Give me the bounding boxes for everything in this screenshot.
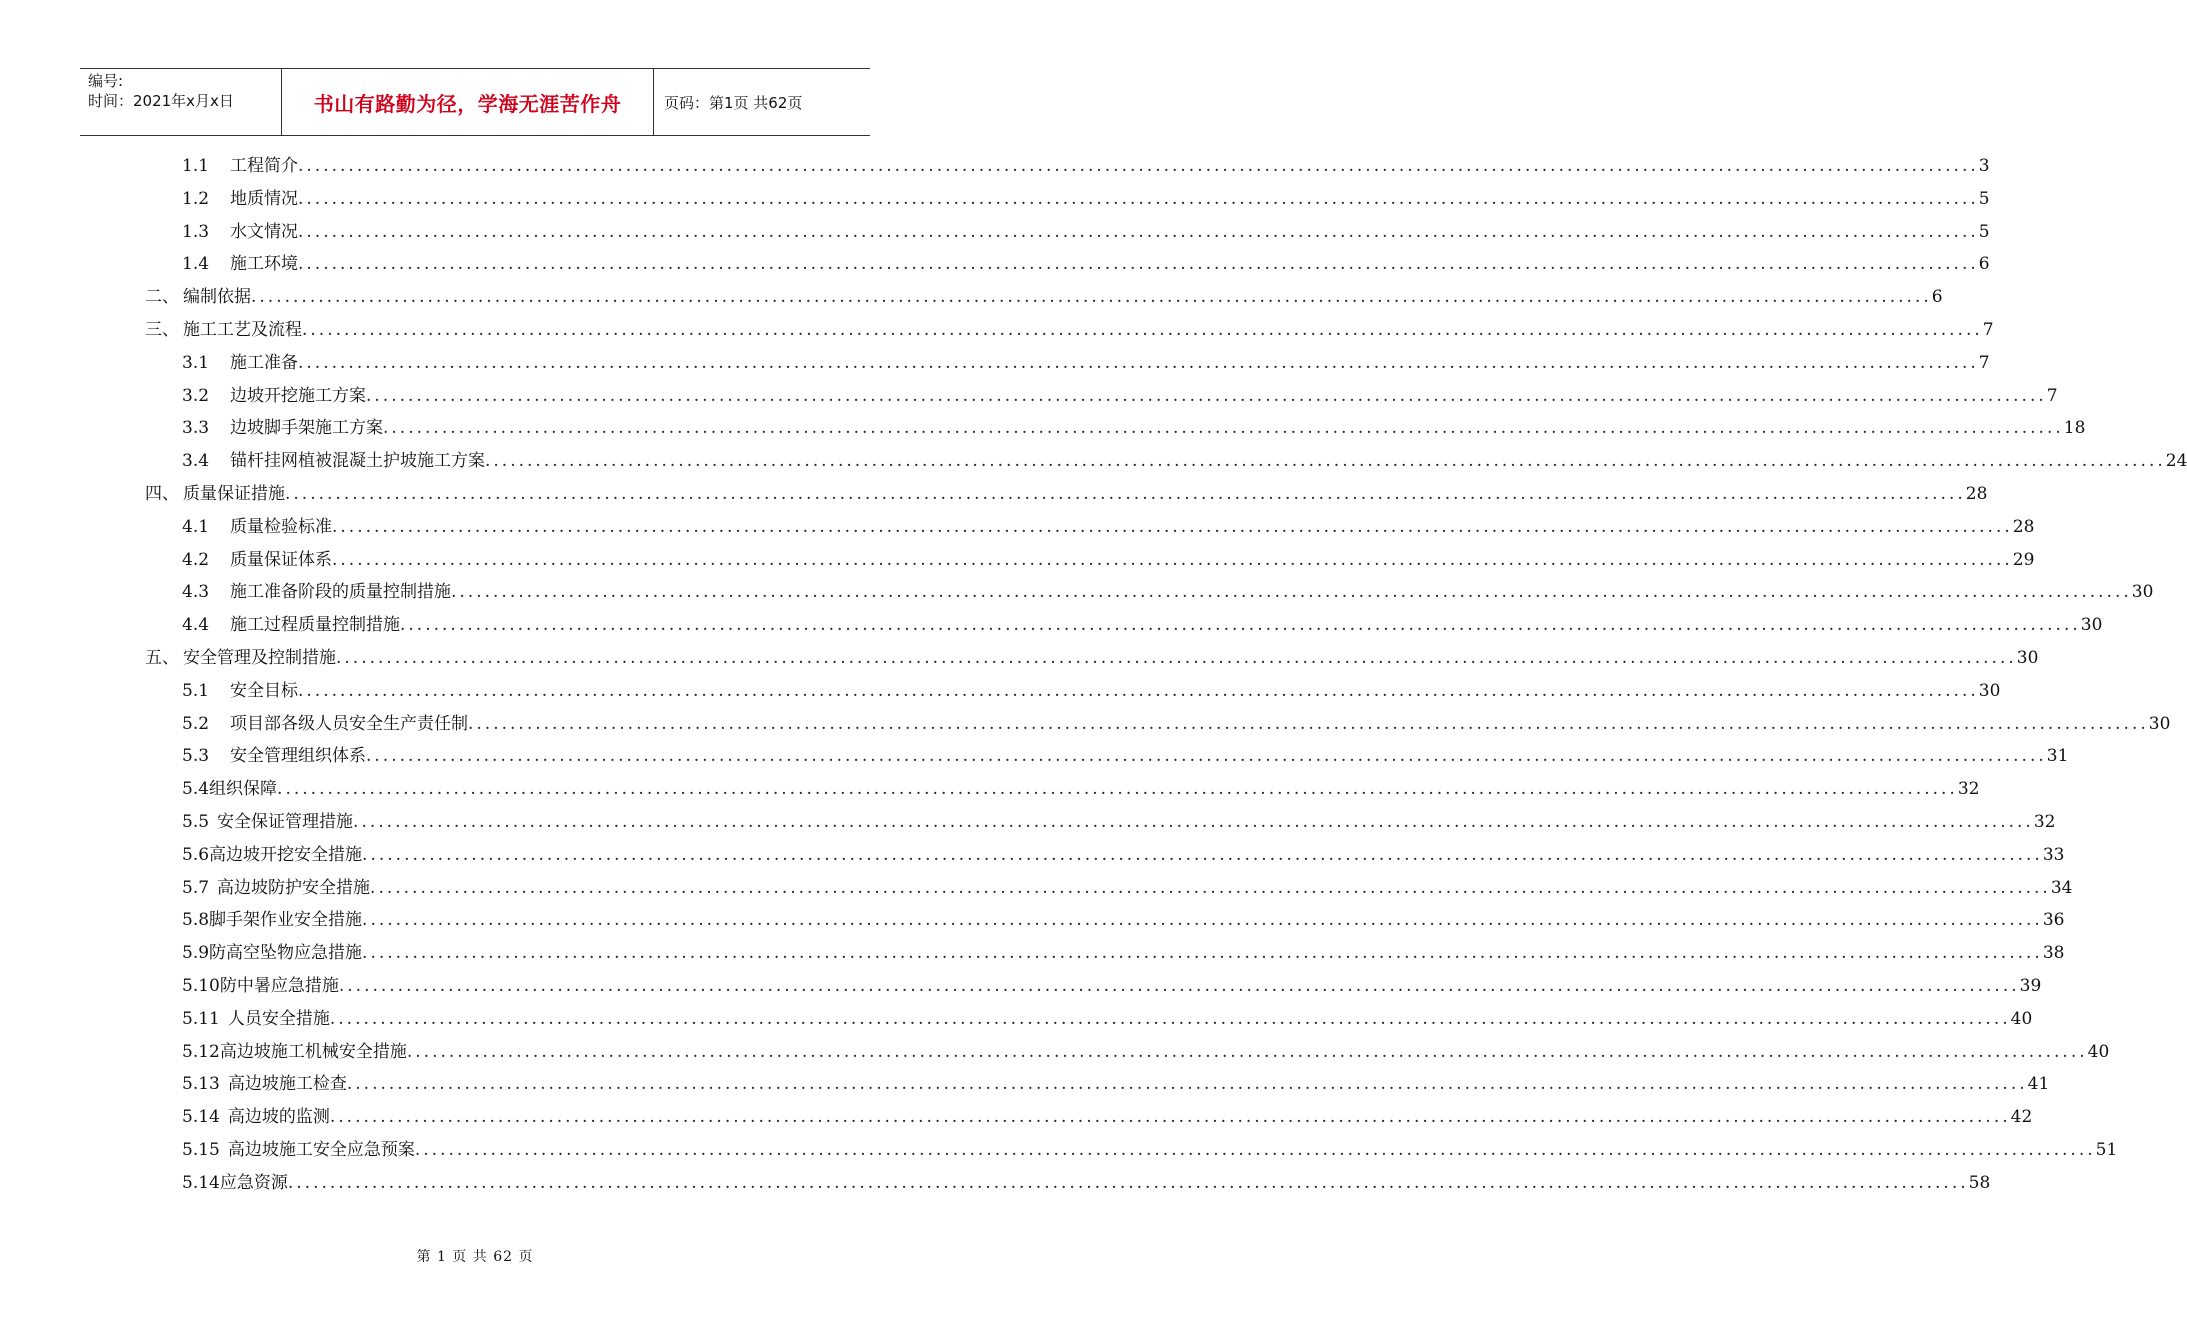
toc-entry-title: 高边坡施工检查 [227,1074,347,1095]
header-page-info [654,69,870,135]
toc-entry-number: 5.1 [182,680,210,701]
toc-entry-page: 41 [2027,1074,2050,1095]
toc-entry-page: 18 [2063,418,2086,439]
doc-date: 时间：2021年x月x日 [88,92,234,110]
toc-entry-title: 水文情况 [230,221,298,242]
toc-entry-number: 5.5 [182,812,210,832]
toc-entry-title: 安全管理组织体系 [230,746,366,767]
toc-entry[interactable] [182,678,2001,704]
toc-dot-leader: ........................................................................................................................................................................................................ [370,877,2051,898]
toc-entry[interactable] [182,579,2154,605]
toc-dot-leader: ........................................................................................................................................................................................................ [414,1140,2096,1160]
motto-text: 书山有路勤为径，学海无涯苦作舟 [313,91,622,116]
toc-dot-leader: ........................................................................................................................................................................................................ [366,385,2047,406]
toc-entry[interactable] [182,743,2069,769]
toc-entry-page: 5 [1978,188,1990,209]
toc-entry-title: 质量保证体系 [230,549,332,570]
toc-entry[interactable] [182,1170,1991,1196]
toc-entry-title: 脚手架作业安全措施 [209,910,363,931]
toc-dot-leader: ........................................................................................................................................................................................................ [332,516,2013,537]
toc-entry-title: 高边坡施工安全应急预案 [227,1140,415,1160]
toc-entry-page: 30 [2080,615,2103,636]
toc-entry-number: 4.1 [182,516,210,537]
toc-entry-page: 6 [1978,254,1990,275]
toc-entry-title: 工程简介 [230,156,298,176]
toc-entry-title: 施工过程质量控制措施 [230,615,400,636]
toc-dot-leader: ........................................................................................................................................................................................................ [468,713,2149,734]
toc-dot-leader: ........................................................................................................................................................................................................ [298,188,1979,209]
toc-entry-page: 38 [2042,943,2065,964]
toc-entry[interactable] [182,1104,2033,1130]
toc-entry-page: 30 [1978,680,2001,701]
toc-entry[interactable] [145,481,1988,507]
header-meta [80,69,282,135]
toc-entry-title: 地质情况 [230,188,298,209]
toc-entry-page: 40 [2010,1008,2033,1029]
toc-entry-page: 58 [1968,1172,1991,1193]
toc-entry-page: 24 [2165,451,2187,472]
toc-dot-leader: ........................................................................................................................................................................................................ [485,451,2166,472]
toc-entry-number: 5.2 [182,713,210,734]
toc-entry-title: 施工准备阶段的质量控制措施 [230,582,451,603]
toc-dot-leader: ........................................................................................................................................................................................................ [353,812,2034,832]
toc-entry-page: 32 [1957,779,1980,800]
toc-entry-number: 5.3 [182,746,210,767]
toc-dot-leader: ........................................................................................................................................................................................................ [329,1008,2011,1029]
toc-entry-title: 边坡开挖施工方案 [230,385,366,406]
toc-entry-title: 施工工艺及流程 [183,320,302,340]
toc-entry-number: 1.4 [182,254,210,275]
toc-dot-leader: ........................................................................................................................................................................................................ [362,910,2043,931]
toc-entry-title: 施工准备 [230,352,298,373]
toc-dot-leader: ........................................................................................................................................................................................................ [362,943,2043,964]
toc-entry-number: 5.6 [182,844,210,865]
toc-entry[interactable] [145,317,1994,343]
toc-entry-title: 安全管理及控制措施 [183,648,336,668]
toc-entry-page: 29 [2012,549,2035,570]
toc-dot-leader: ........................................................................................................................................................................................................ [406,1041,2088,1062]
toc-dot-leader: ........................................................................................................................................................................................................ [287,1172,1969,1193]
toc-dot-leader: ........................................................................................................................................................................................................ [336,648,2017,668]
toc-entry[interactable] [182,809,2056,835]
toc-entry-title: 项目部各级人员安全生产责任制 [230,713,468,734]
toc-dot-leader: ........................................................................................................................................................................................................ [329,1107,2011,1128]
toc-entry-number: 5.14 [182,1107,220,1128]
toc-entry-title: 高边坡施工机械安全措施 [219,1041,407,1062]
toc-entry[interactable] [182,842,2065,868]
toc-entry-page: 51 [2095,1140,2118,1160]
toc-entry-number: 二、 [145,287,179,308]
toc-entry-number: 5.8 [182,910,210,931]
toc-dot-leader: ........................................................................................................................................................................................................ [400,615,2081,636]
toc-entry-page: 6 [1931,287,1943,308]
toc-entry-title: 应急资源 [219,1172,288,1193]
toc-entry[interactable] [182,219,1990,245]
toc-entry[interactable] [182,612,2103,638]
toc-entry-page: 7 [1978,352,1990,373]
toc-entry[interactable] [145,645,2039,671]
toc-entry-page: 28 [2012,516,2035,537]
toc-entry[interactable] [182,514,2035,540]
toc-entry-number: 3.3 [182,418,210,439]
toc-dot-leader: ........................................................................................................................................................................................................ [298,254,1979,275]
toc-entry-title: 防中暑应急措施 [219,976,339,996]
toc-entry-number: 4.3 [182,582,210,603]
toc-entry-page: 30 [2148,713,2171,734]
toc-entry-number: 4.2 [182,549,210,570]
toc-entry-number: 1.3 [182,221,210,242]
toc-entry-number: 3.2 [182,385,210,406]
toc-entry-number: 五、 [145,648,179,668]
toc-entry-page: 33 [2042,844,2065,865]
toc-dot-leader: ........................................................................................................................................................................................................ [362,844,2043,865]
toc-entry-number: 5.4 [182,779,210,800]
toc-entry-number: 5.15 [182,1140,220,1160]
toc-entry-number: 5.13 [182,1074,220,1095]
toc-entry-number: 5.14 [182,1172,220,1193]
toc-entry-title: 边坡脚手架施工方案 [230,418,383,439]
toc-entry-page: 30 [2131,582,2154,603]
toc-entry-page: 34 [2050,877,2073,898]
toc-entry-title: 质量保证措施 [183,484,285,504]
toc-entry-number: 三、 [145,320,179,340]
toc-entry-title: 高边坡的监测 [227,1107,330,1128]
toc-entry-number: 1.2 [182,188,210,209]
toc-entry-number: 四、 [145,484,179,504]
toc-entry[interactable] [182,186,1990,212]
toc-entry[interactable] [182,907,2065,933]
toc-dot-leader: ........................................................................................................................................................................................................ [298,680,1979,701]
toc-entry[interactable] [182,973,2042,999]
toc-entry[interactable] [145,284,1943,310]
toc-entry-page: 40 [2087,1041,2110,1062]
toc-entry-title: 施工环境 [230,254,298,275]
toc-entry-number: 5.12 [182,1041,220,1062]
toc-entry-page: 28 [1965,484,1988,504]
toc-dot-leader: ........................................................................................................................................................................................................ [451,582,2132,603]
page-footer [0,1246,950,1266]
toc-entry[interactable] [182,711,2171,737]
toc-dot-leader: ........................................................................................................................................................................................................ [298,221,1979,242]
toc-entry-title: 编制依据 [183,287,251,308]
toc-entry[interactable] [182,1039,2110,1065]
toc-entry[interactable] [182,415,2086,441]
toc-entry[interactable] [182,153,1990,179]
toc-entry[interactable] [182,547,2035,573]
doc-code-label: 编号: [88,72,124,90]
toc-dot-leader: ........................................................................................................................................................................................................ [298,156,1979,176]
toc-entry[interactable] [182,1137,2118,1163]
toc-entry-title: 锚杆挂网植被混凝土护坡施工方案 [230,451,485,472]
toc-entry-page: 5 [1978,221,1990,242]
toc-entry-page: 31 [2046,746,2069,767]
toc-entry-title: 防高空坠物应急措施 [209,943,363,964]
toc-entry[interactable] [182,1071,2050,1097]
page-info-text: 页码：第1页 共62页 [664,93,803,112]
footer-page-number: 第 1 页 共 62 页 [416,1249,534,1265]
toc-entry-number: 4.4 [182,615,210,636]
toc-entry-title: 安全目标 [230,680,298,701]
toc-dot-leader: ........................................................................................................................................................................................................ [346,1074,2028,1095]
toc-entry-number: 3.1 [182,352,210,373]
toc-entry-title: 安全保证管理措施 [217,812,354,832]
toc-entry-page: 42 [2010,1107,2033,1128]
toc-entry[interactable] [182,875,2073,901]
toc-entry-title: 高边坡开挖安全措施 [209,844,363,865]
toc-entry[interactable] [182,383,2058,409]
toc-dot-leader: ........................................................................................................................................................................................................ [285,484,1966,504]
toc-entry-title: 高边坡防护安全措施 [217,877,371,898]
toc-entry-title: 人员安全措施 [227,1008,330,1029]
toc-entry[interactable] [182,776,1980,802]
toc-entry-title: 组织保障 [209,779,278,800]
toc-entry-title: 质量检验标准 [230,516,332,537]
toc-entry[interactable] [182,1006,2033,1032]
header-motto [282,69,654,135]
toc-entry[interactable] [182,251,1990,277]
toc-dot-leader: ........................................................................................................................................................................................................ [332,549,2013,570]
toc-entry-page: 30 [2016,648,2039,668]
toc-dot-leader: ........................................................................................................................................................................................................ [277,779,1958,800]
toc-entry[interactable] [182,940,2065,966]
toc-entry-number: 5.11 [182,1008,220,1029]
toc-dot-leader: ........................................................................................................................................................................................................ [302,320,1983,340]
toc-entry[interactable] [182,350,1990,376]
toc-entry-number: 5.10 [182,976,220,996]
toc-entry-page: 7 [1982,320,1994,340]
toc-dot-leader: ........................................................................................................................................................................................................ [251,287,1932,308]
toc-dot-leader: ........................................................................................................................................................................................................ [338,976,2020,996]
toc-dot-leader: ........................................................................................................................................................................................................ [366,746,2047,767]
toc-entry-page: 7 [2046,385,2058,406]
toc-entry-number: 1.1 [182,156,210,176]
toc-entry-number: 5.9 [182,943,210,964]
document-header [80,68,870,136]
toc-entry-page: 36 [2042,910,2065,931]
toc-dot-leader: ........................................................................................................................................................................................................ [383,418,2064,439]
toc-entry-page: 39 [2019,976,2042,996]
toc-entry-number: 5.7 [182,877,210,898]
toc-entry[interactable] [182,448,2187,474]
toc-entry-page: 3 [1978,156,1990,176]
toc-dot-leader: ........................................................................................................................................................................................................ [298,352,1979,373]
toc-entry-number: 3.4 [182,451,210,472]
toc-entry-page: 32 [2033,812,2056,832]
